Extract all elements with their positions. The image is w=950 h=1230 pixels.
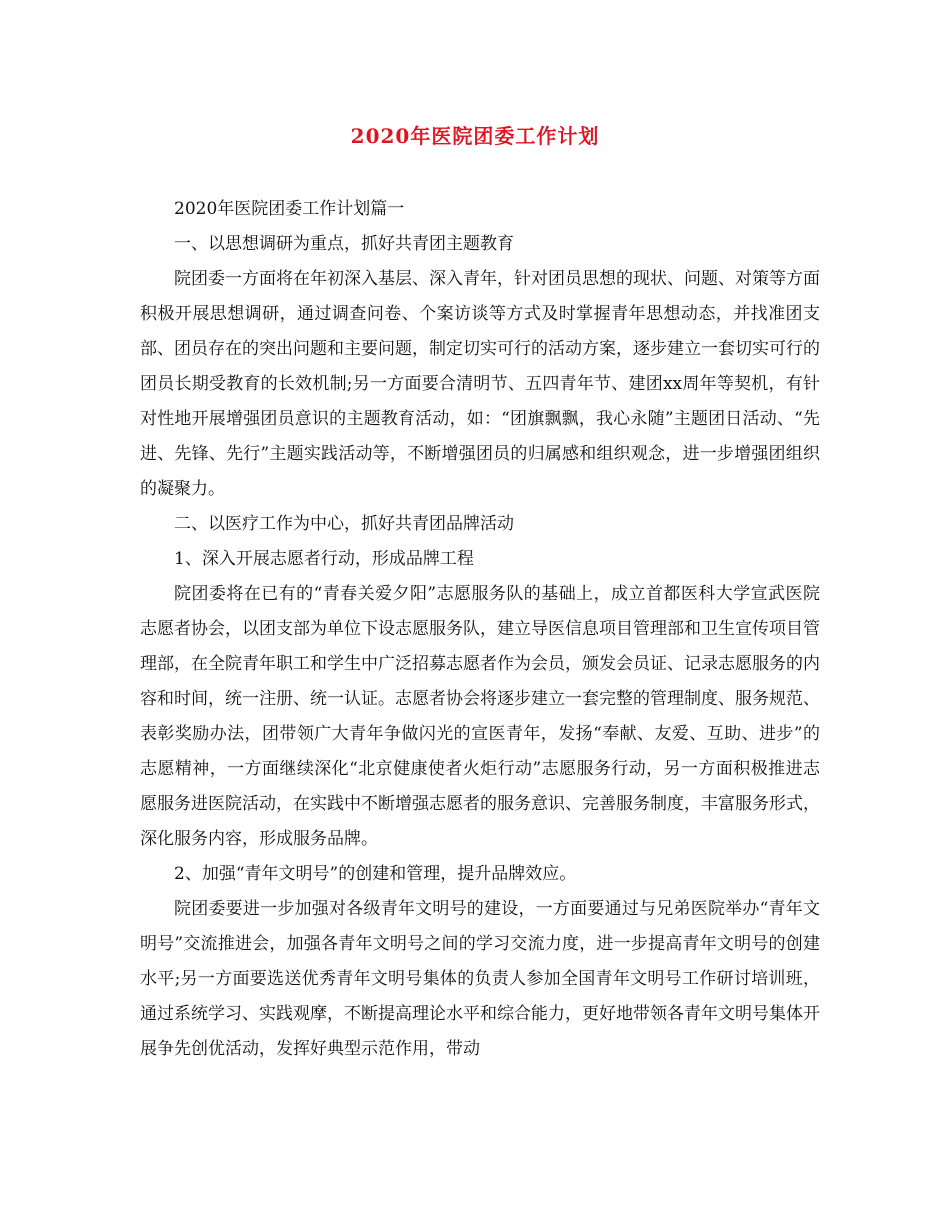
document-title: 2020年医院团委工作计划 [350,124,600,148]
paragraph-heading-1: 一、以思想调研为重点，抓好共青团主题教育 [174,234,514,254]
document-body [140,192,820,1067]
paragraph-subheading-2: 2、加强“青年文明号”的创建和管理，提升品牌效应。 [174,864,577,884]
paragraph-body-2: 院团委将在已有的“青春关爱夕阳”志愿服务队的基础上，成立首都医科大学宣武医院志愿者协会，以团支部为单位下设志愿服务队，建立导医信息项目管理部和卫生宣传项目管理部，在全院青年职工和学生中广泛招募志愿者作为会员，颁发会员证、记录志愿服务的内容和时间，统一注册、统一认证。志愿者协会将逐步建立一套完整的管理制度、服务规范、表彰奖励办法，团带领广大青年争做闪光的宣医青年，发扬“奉献、友爱、互助、进步”的志愿精神，一方面继续深化“北京健康使者火炬行动”志愿服务行动，另一方面积极推进志愿服务进医院活动，在实践中不断增强志愿者的服务意识、完善服务制度，丰富服务形式，深化服务内容，形成服务品牌。 [140,584,820,849]
paragraph-body-1: 院团委一方面将在年初深入基层、深入青年，针对团员思想的现状、问题、对策等方面积极开展思想调研，通过调查问卷、个案访谈等方式及时掌握青年思想动态，并找准团支部、团员存在的突出问题和主要问题，制定切实可行的活动方案，逐步建立一套切实可行的团员长期受教育的长效机制;另一方面要合清明节、五四青年节、建团xx周年等契机，有针对性地开展增强团员意识的主题教育活动，如：“团旗飘飘，我心永随”主题团日活动、“先进、先锋、先行”主题实践活动等，不断增强团员的归属感和组织观念，进一步增强团组织的凝聚力。 [140,269,820,499]
paragraph-subtitle: 2020年医院团委工作计划篇一 [174,199,405,219]
paragraph-heading-2: 二、以医疗工作为中心，抓好共青团品牌活动 [174,514,514,534]
paragraph-subheading-1: 1、深入开展志愿者行动，形成品牌工程 [174,549,474,569]
paragraph-body-3: 院团委要进一步加强对各级青年文明号的建设，一方面要通过与兄弟医院举办“青年文明号”交流推进会，加强各青年文明号之间的学习交流力度，进一步提高青年文明号的创建水平;另一方面要选送优秀青年文明号集体的负责人参加全国青年文明号工作研讨培训班，通过系统学习、实践观摩，不断提高理论水平和综合能力，更好地带领各青年文明号集体开展争先创优活动，发挥好典型示范作用，带动 [140,899,820,1059]
